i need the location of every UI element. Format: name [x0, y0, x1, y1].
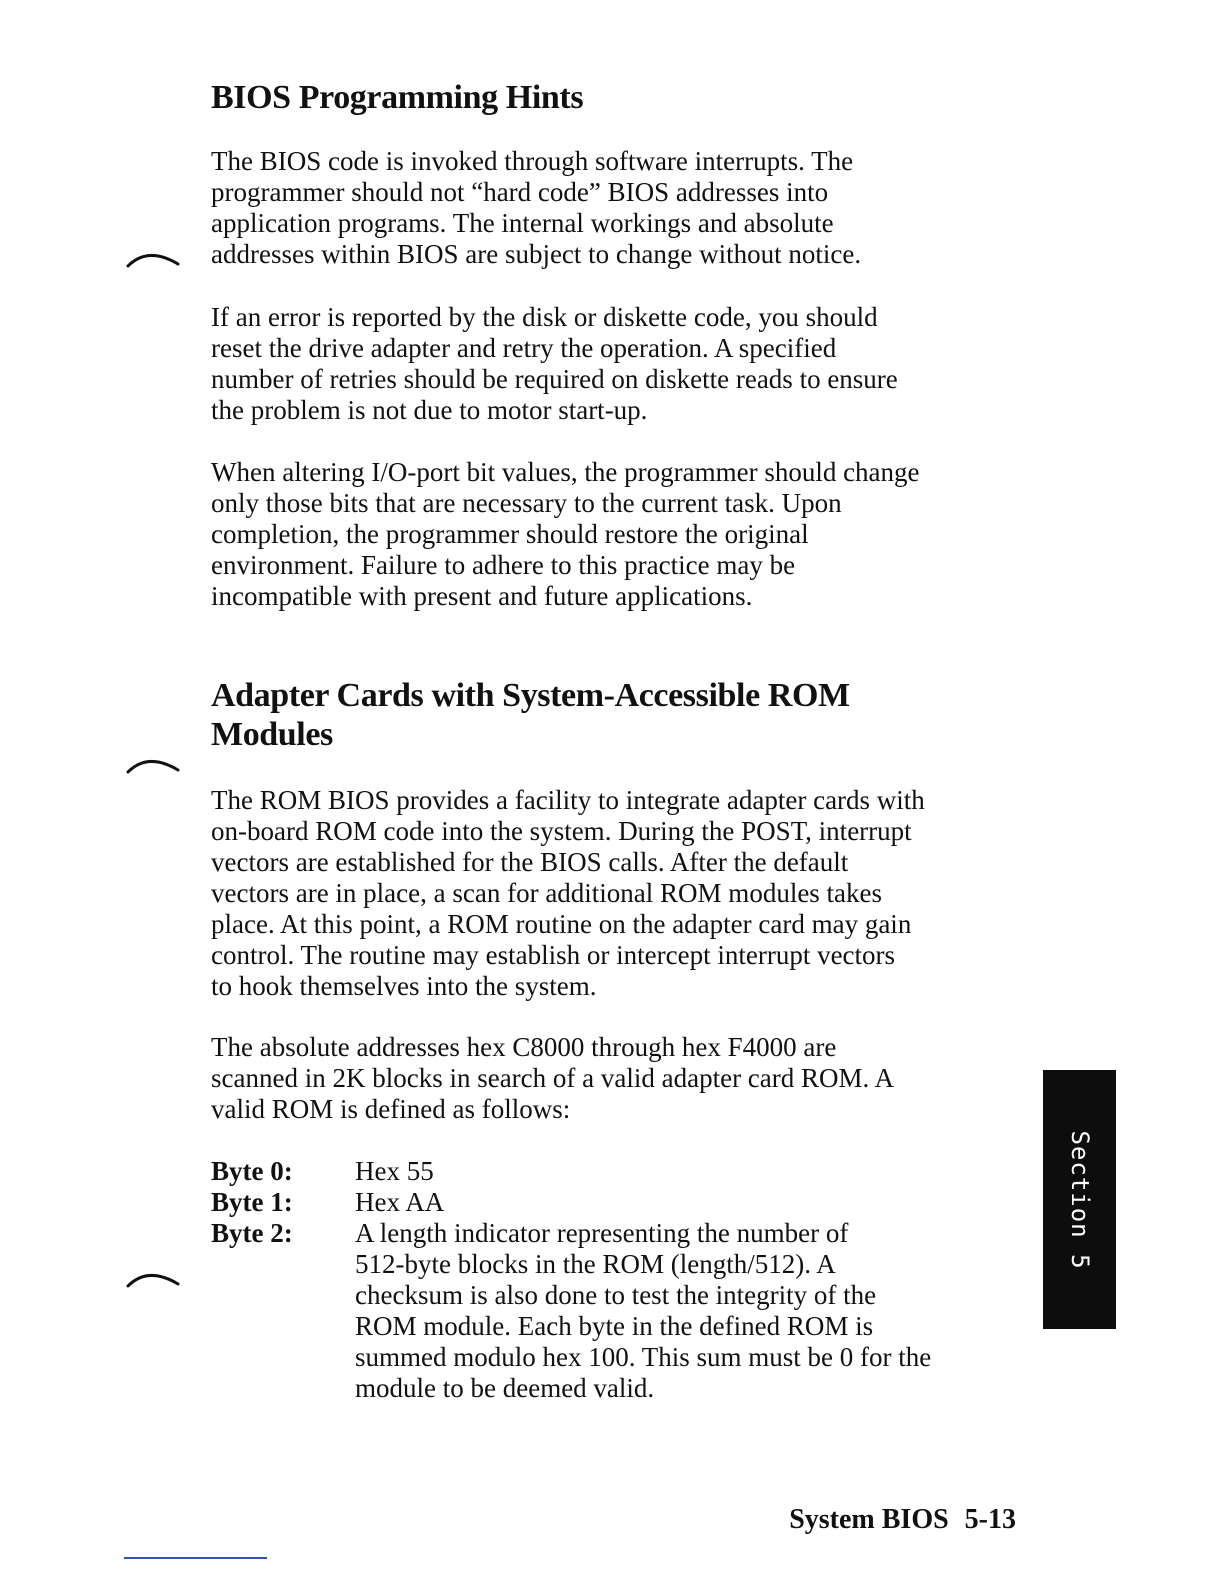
paragraph-line: number of retries should be required on diskette reads to ensure [211, 364, 898, 394]
paragraph-line: If an error is reported by the disk or diskette code, you should [211, 302, 878, 332]
paragraph-address-scan [211, 1032, 894, 1125]
paragraph-line: on-board ROM code into the system. During the POST, interrupt [211, 816, 912, 846]
definition-line: A length indicator representing the number of [355, 1218, 849, 1248]
binder-punch-mark [126, 248, 184, 268]
bottom-rule [124, 1557, 267, 1559]
paragraph-line: valid ROM is defined as follows: [211, 1094, 571, 1124]
paragraph-line: vectors are in place, a scan for additional ROM modules takes [211, 878, 883, 908]
definition-line: 512-byte blocks in the ROM (length/512). A [355, 1249, 836, 1279]
paragraph-line: vectors are established for the BIOS calls. After the default [211, 847, 849, 877]
heading-line: Modules [211, 716, 333, 753]
paragraph-line: reset the drive adapter and retry the operation. A specified [211, 333, 837, 363]
definition-line: Hex AA [355, 1187, 445, 1217]
definition-line: ROM module. Each byte in the defined ROM is [355, 1311, 874, 1341]
paragraph-line: When altering I/O-port bit values, the programmer should change [211, 457, 920, 487]
paragraph-line: environment. Failure to adhere to this practice may be [211, 550, 796, 580]
paragraph-line: only those bits that are necessary to the current task. Upon [211, 488, 842, 518]
section-thumb-tab [1043, 1070, 1116, 1329]
page-number: 5-13 [964, 1504, 1016, 1535]
heading-bios-programming-hints: BIOS Programming Hints [211, 79, 584, 116]
definition-line: summed modulo hex 100. This sum must be 0 for the [355, 1342, 932, 1372]
definition-line: module to be deemed valid. [355, 1373, 655, 1403]
definition-term: Byte 2: [211, 1218, 293, 1248]
definition-line: checksum is also done to test the integrity of the [355, 1280, 877, 1310]
paragraph-line: The absolute addresses hex C8000 through hex F4000 are [211, 1032, 837, 1062]
definition-description [355, 1156, 434, 1187]
binder-punch-mark [126, 754, 184, 774]
definition-term: Byte 0: [211, 1156, 293, 1186]
paragraph-line: scanned in 2K blocks in search of a valid adapter card ROM. A [211, 1063, 895, 1093]
paragraph-line: completion, the programmer should restore the original [211, 519, 809, 549]
paragraph-line: application programs. The internal workings and absolute [211, 208, 834, 238]
definition-line: Hex 55 [355, 1156, 434, 1186]
page-footer [789, 1503, 1016, 1537]
paragraph-line: The ROM BIOS provides a facility to integrate adapter cards with [211, 785, 925, 815]
paragraph-line: addresses within BIOS are subject to change without notice. [211, 239, 862, 269]
paragraph-line: place. At this point, a ROM routine on the adapter card may gain [211, 909, 912, 939]
section-tab-label: Section 5 [1065, 1129, 1094, 1270]
paragraph-line: programmer should not “hard code” BIOS addresses into [211, 177, 829, 207]
binder-punch-mark [126, 1268, 184, 1288]
definition-description [355, 1218, 931, 1404]
definition-description [355, 1187, 444, 1218]
heading-adapter-cards [211, 676, 850, 754]
paragraph-line: incompatible with present and future applications. [211, 581, 753, 611]
paragraph-line: the problem is not due to motor start-up. [211, 395, 648, 425]
paragraph-rom-bios-facility [211, 785, 925, 1002]
paragraph-disk-errors [211, 302, 898, 426]
paragraph-line: to hook themselves into the system. [211, 971, 597, 1001]
paragraph-invocation [211, 146, 861, 270]
footer-title: System BIOS [789, 1504, 949, 1535]
paragraph-line: control. The routine may establish or intercept interrupt vectors [211, 940, 896, 970]
paragraph-line: The BIOS code is invoked through software interrupts. The [211, 146, 854, 176]
paragraph-io-port [211, 457, 920, 612]
definition-term: Byte 1: [211, 1187, 293, 1217]
heading-line: Adapter Cards with System-Accessible ROM [211, 677, 850, 714]
